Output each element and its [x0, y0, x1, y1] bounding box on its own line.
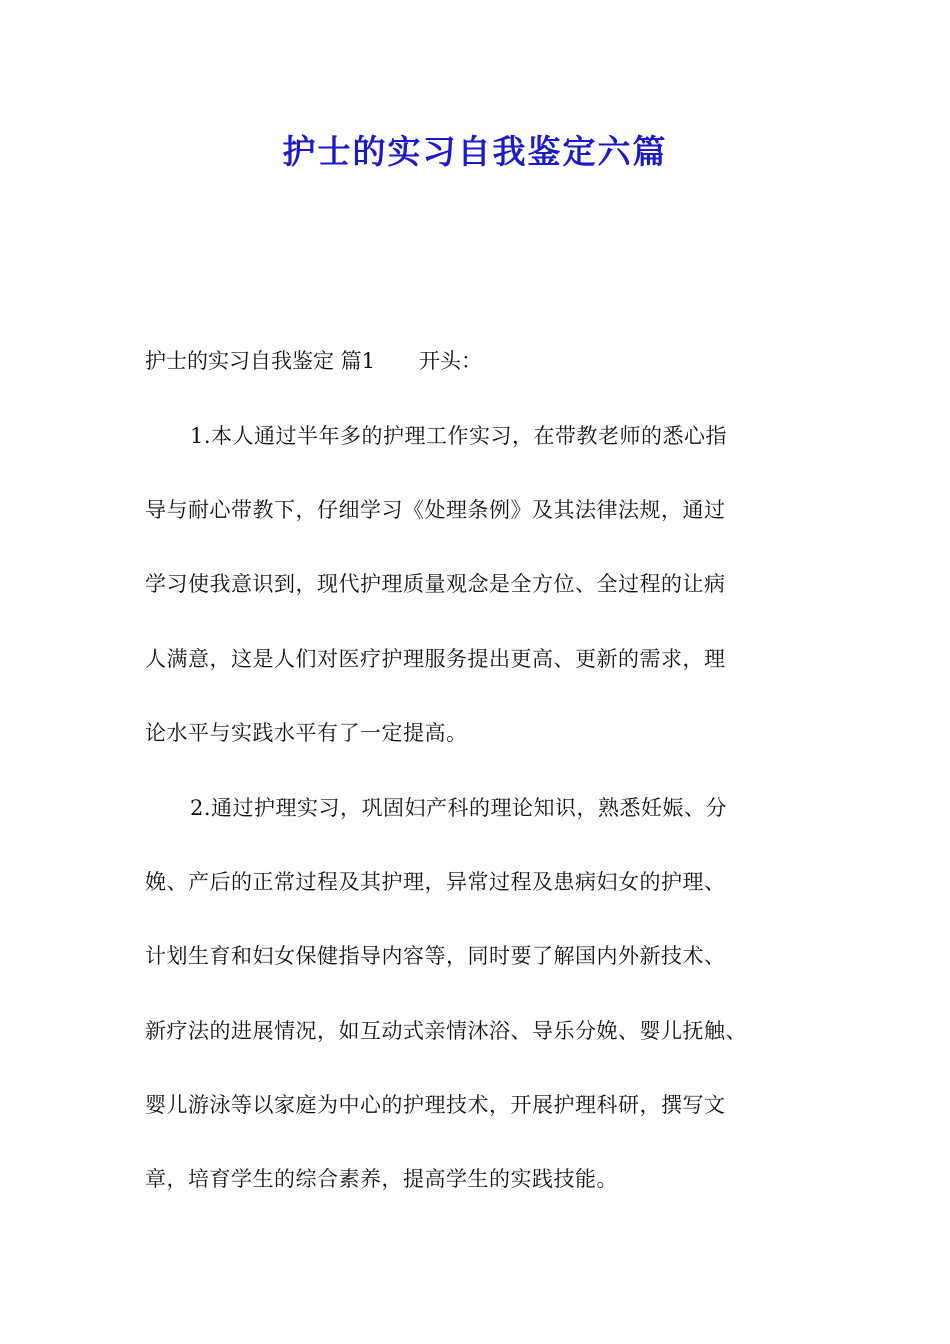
document-title: 护士的实习自我鉴定六篇 — [282, 132, 668, 171]
paragraph-line: 计划生育和妇女保健指导内容等，同时要了解国内外新技术、 — [145, 944, 726, 968]
paragraph-line: 1.本人通过半年多的护理工作实习，在带教老师的悉心指 — [190, 424, 728, 448]
paragraph-line: 学习使我意识到，现代护理质量观念是全方位、全过程的让病 — [145, 572, 726, 596]
paragraph-line: 论水平与实践水平有了一定提高。 — [145, 721, 468, 745]
paragraph-line: 婴儿游泳等以家庭为中心的护理技术，开展护理科研，撰写文 — [145, 1093, 726, 1117]
paragraph-line: 人满意，这是人们对医疗护理服务提出更高、更新的需求，理 — [145, 647, 726, 671]
paragraph-line: 新疗法的进展情况，如互动式亲情沐浴、导乐分娩、婴儿抚触、 — [145, 1019, 747, 1043]
paragraph-line: 章，培育学生的综合素养，提高学生的实践技能。 — [145, 1167, 618, 1191]
paragraph-line: 2.通过护理实习，巩固妇产科的理论知识，熟悉妊娠、分 — [190, 796, 728, 820]
paragraph-line: 娩、产后的正常过程及其护理，异常过程及患病妇女的护理、 — [145, 870, 726, 894]
section-heading — [145, 343, 482, 379]
section-heading-title: 护士的实习自我鉴定 篇1 — [145, 349, 376, 373]
section-heading-subtitle: 开头： — [419, 349, 483, 373]
paragraph-line: 导与耐心带教下，仔细学习《处理条例》及其法律法规，通过 — [145, 498, 726, 522]
